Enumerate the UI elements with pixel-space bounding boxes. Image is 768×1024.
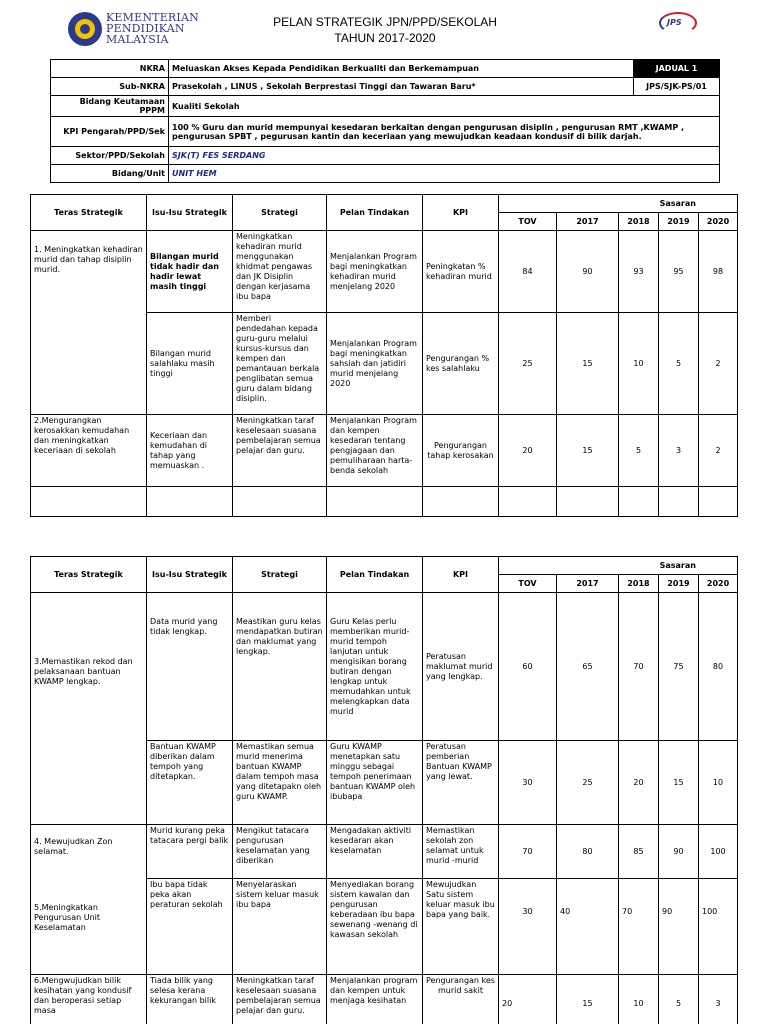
subnkra-value: Prasekolah , LINUS , Sekolah Berprestasi Tinggi dan Tawaran Baru*: [169, 78, 634, 96]
value-2018: 93: [619, 231, 659, 313]
value-2019: 90: [659, 879, 699, 975]
nkra-value: Meluaskan Akses Kepada Pendidikan Berkualiti dan Berkemampuan: [169, 60, 634, 78]
strategy-table-1: [30, 194, 738, 517]
kpi-cell: Mewujudkan Satu sistem keluar masuk ibu bapa yang baik.: [423, 879, 499, 975]
table-row: [31, 415, 738, 487]
empty-cell: [557, 487, 619, 517]
value-2018: 10: [619, 313, 659, 415]
col-strategi: Strategi: [233, 195, 327, 231]
sasaran-spacer: [499, 195, 619, 213]
isu-cell: Tiada bilik yang selesa kerana kekurangan bilik: [147, 975, 233, 1024]
teras-cell: 1. Meningkatkan kehadiran murid dan tahap disiplin murid.: [31, 231, 147, 415]
col-year-2018: 2018: [619, 575, 659, 593]
value-2017: 15: [557, 975, 619, 1024]
unit-label: Bidang/Unit: [51, 165, 169, 183]
col-year-tov: TOV: [499, 575, 557, 593]
value-tov: 70: [499, 825, 557, 879]
strategi-cell: Mengikut tatacara pengurusan keselamatan yang diberikan: [233, 825, 327, 879]
col-teras: Teras Strategik: [31, 557, 147, 593]
value-2020: 80: [699, 593, 738, 741]
value-tov: 25: [499, 313, 557, 415]
col-year-2019: 2019: [659, 575, 699, 593]
table-row: [31, 825, 738, 879]
isu-cell: Ibu bapa tidak peka akan peraturan sekolah: [147, 879, 233, 975]
pelan-cell: Menjalankan program dan kempen untuk menjaga kesihatan: [327, 975, 423, 1024]
kpi-value: 100 % Guru dan murid mempunyai kesedaran berkaitan dengan pengurusan disiplin , pengurusan RMT ,KWAMP , pengurusan SPBT , pegurusan kantin dan keceriaan yang mewujudkan keadaan kondusif di bilik darjah.: [169, 117, 720, 147]
kpm-logo: [68, 11, 199, 46]
col-kpi: KPI: [423, 557, 499, 593]
teras-cell: 6.Mengwujudkan bilik kesihatan yang kondusif dan beroperasi setiap masa: [31, 975, 147, 1024]
empty-cell: [147, 487, 233, 517]
isu-cell: Bilangan murid salahlaku masih tinggi: [147, 313, 233, 415]
bidang-label: Bidang Keutamaan PPPM: [51, 96, 169, 117]
teras-4: 4. Mewujudkan Zon selamat.: [34, 837, 113, 856]
table-row-empty: [31, 487, 738, 517]
value-2019: 5: [659, 975, 699, 1024]
teras-cell: 2.Mengurangkan kerosakkan kemudahan dan meningkatkan keceriaan di sekolah: [31, 415, 147, 487]
col-pelan: Pelan Tindakan: [327, 557, 423, 593]
strategi-cell: Meastikan guru kelas mendapatkan butiran dan maklumat yang lengkap.: [233, 593, 327, 741]
unit-value: UNIT HEM: [169, 165, 720, 183]
value-2020: 100: [699, 879, 738, 975]
sasaran-spacer: [499, 557, 619, 575]
value-2017: 80: [557, 825, 619, 879]
col-year-2018: 2018: [619, 213, 659, 231]
value-tov: 30: [499, 741, 557, 825]
col-sasaran: Sasaran: [619, 557, 738, 575]
malaysia-crest-icon: [68, 12, 102, 46]
table-row: [31, 975, 738, 1024]
empty-cell: [699, 487, 738, 517]
col-year-tov: TOV: [499, 213, 557, 231]
pelan-cell: Mengadakan aktiviti kesedaran akan keselamatan: [327, 825, 423, 879]
empty-cell: [659, 487, 699, 517]
value-tov: 20: [499, 415, 557, 487]
pelan-cell: Guru KWAMP menetapkan satu minggu sebagai tempoh penerimaan bantuan KWAMP oleh ibubapa: [327, 741, 423, 825]
teras-cell: 3.Memastikan rekod dan pelaksanaan bantuan KWAMP lengkap.: [31, 593, 147, 825]
subnkra-label: Sub-NKRA: [51, 78, 169, 96]
value-2019: 3: [659, 415, 699, 487]
value-tov: 20: [499, 975, 557, 1024]
col-year-2020: 2020: [699, 575, 738, 593]
empty-cell: [327, 487, 423, 517]
strategy-table-2: [30, 556, 738, 1024]
teras-5: 5.Meningkatkan Pengurusan Unit Keselamatan: [34, 903, 101, 932]
jps-logo-text: JPS: [667, 18, 682, 27]
pelan-cell: Menyediakan borang sistem kawalan dan pengurusan keberadaan ibu bapa sewenang -wenang di kawasan sekolah: [327, 879, 423, 975]
isu-cell: Murid kurang peka tatacara pergi balik: [147, 825, 233, 879]
col-strategi: Strategi: [233, 557, 327, 593]
col-year-2019: 2019: [659, 213, 699, 231]
value-2019: 95: [659, 231, 699, 313]
strategi-cell: Meningkatkan taraf keselesaan suasana pembelajaran semua pelajar dan guru.: [233, 415, 327, 487]
value-2018: 20: [619, 741, 659, 825]
kpi-cell: Pengurangan kes murid sakit: [423, 975, 499, 1024]
col-sasaran: Sasaran: [619, 195, 738, 213]
value-2019: 90: [659, 825, 699, 879]
sektor-value: SJK(T) FES SERDANG: [169, 147, 720, 165]
sektor-label: Sektor/PPD/Sekolah: [51, 147, 169, 165]
value-2020: 3: [699, 975, 738, 1024]
col-teras: Teras Strategik: [31, 195, 147, 231]
value-2017: 65: [557, 593, 619, 741]
jadual-badge: JADUAL 1: [634, 60, 720, 78]
value-2018: 5: [619, 415, 659, 487]
info-table: [50, 59, 720, 183]
kpi-cell: Peratusan pemberian Bantuan KWAMP yang lewat.: [423, 741, 499, 825]
logo-line-1: KEMENTERIAN: [106, 11, 199, 24]
logo-line-2: PENDIDIKAN: [106, 22, 185, 35]
title-line-1: PELAN STRATEGIK JPN/PPD/SEKOLAH: [273, 15, 497, 29]
nkra-label: NKRA: [51, 60, 169, 78]
pelan-cell: Menjalankan Program bagi meningkatkan sahsiah dan jatidiri murid menjelang 2020: [327, 313, 423, 415]
page-title: [240, 14, 530, 46]
kpi-cell: Peratusan maklumat murid yang lengkap.: [423, 593, 499, 741]
value-2019: 5: [659, 313, 699, 415]
strategi-cell: Meningkatkan kehadiran murid menggunakan khidmat pengawas dan JK Disiplin dengan kerjasama ibu bapa: [233, 231, 327, 313]
value-tov: 84: [499, 231, 557, 313]
isu-cell: Bilangan murid tidak hadir dan hadir lewat masih tinggi: [147, 231, 233, 313]
bidang-value: Kualiti Sekolah: [169, 96, 720, 117]
kpi-cell: Pengurangan tahap kerosakan: [423, 415, 499, 487]
isu-cell: Bantuan KWAMP diberikan dalam tempoh yang ditetapkan.: [147, 741, 233, 825]
document-code: JPS/SJK-PS/01: [634, 78, 720, 96]
teras-cell: [31, 825, 147, 975]
value-2018: 70: [619, 879, 659, 975]
strategi-cell: Memastikan semua murid menerima bantuan KWAMP dalam tempoh masa yang ditetapakn oleh guru KWAMP.: [233, 741, 327, 825]
value-2020: 2: [699, 313, 738, 415]
table-row: [31, 231, 738, 313]
value-2020: 10: [699, 741, 738, 825]
isu-cell: Data murid yang tidak lengkap.: [147, 593, 233, 741]
kpi-cell: Pengurangan % kes salahlaku: [423, 313, 499, 415]
value-tov: 30: [499, 879, 557, 975]
value-2017: 25: [557, 741, 619, 825]
empty-cell: [423, 487, 499, 517]
value-2018: 70: [619, 593, 659, 741]
empty-cell: [31, 487, 147, 517]
kpi-label: KPI Pengarah/PPD/Sek: [51, 117, 169, 147]
value-2017: 15: [557, 313, 619, 415]
strategi-cell: Meningkatkan taraf keselesaan suasana pembelajaran semua pelajar dan guru.: [233, 975, 327, 1024]
isu-cell: Keceriaan dan kemudahan di tahap yang memuaskan .: [147, 415, 233, 487]
col-kpi: KPI: [423, 195, 499, 231]
logo-line-3: MALAYSIA: [106, 33, 169, 46]
table-row: [31, 593, 738, 741]
pelan-cell: Menjalankan Program bagi meningkatkan kehadiran murid menjelang 2020: [327, 231, 423, 313]
empty-cell: [499, 487, 557, 517]
value-2019: 15: [659, 741, 699, 825]
value-2018: 10: [619, 975, 659, 1024]
kpi-cell: Peningkatan % kehadiran murid: [423, 231, 499, 313]
value-2017: 90: [557, 231, 619, 313]
kpm-logo-text: [106, 12, 199, 45]
pelan-cell: Menjalankan Program dan kempen kesedaran tentang pengjagaan dan pemuliharaan harta-benda sekolah: [327, 415, 423, 487]
value-2020: 2: [699, 415, 738, 487]
col-isu: Isu-Isu Strategik: [147, 557, 233, 593]
empty-cell: [233, 487, 327, 517]
col-pelan: Pelan Tindakan: [327, 195, 423, 231]
col-year-2017: 2017: [557, 575, 619, 593]
value-2020: 100: [699, 825, 738, 879]
value-2017: 40: [557, 879, 619, 975]
value-tov: 60: [499, 593, 557, 741]
col-year-2020: 2020: [699, 213, 738, 231]
value-2019: 75: [659, 593, 699, 741]
value-2018: 85: [619, 825, 659, 879]
col-isu: Isu-Isu Strategik: [147, 195, 233, 231]
value-2020: 98: [699, 231, 738, 313]
col-year-2017: 2017: [557, 213, 619, 231]
value-2017: 15: [557, 415, 619, 487]
empty-cell: [619, 487, 659, 517]
kpi-cell: Memastikan sekolah zon selamat untuk murid -murid: [423, 825, 499, 879]
strategi-cell: Memberi pendedahan kepada guru-guru melalui kursus-kursus dan kempen dan pemantauan berkala penglibatan semua guru dalam bidang disiplin.: [233, 313, 327, 415]
strategi-cell: Menyelaraskan sistem keluar masuk ibu bapa: [233, 879, 327, 975]
pelan-cell: Guru Kelas perlu memberikan murid-murid tempoh lanjutan untuk mengisikan borang butiran dengan lengkap untuk memudahkan untuk melengkapkan data murid: [327, 593, 423, 741]
jps-logo: [655, 10, 701, 52]
title-line-2: TAHUN 2017-2020: [334, 31, 436, 45]
